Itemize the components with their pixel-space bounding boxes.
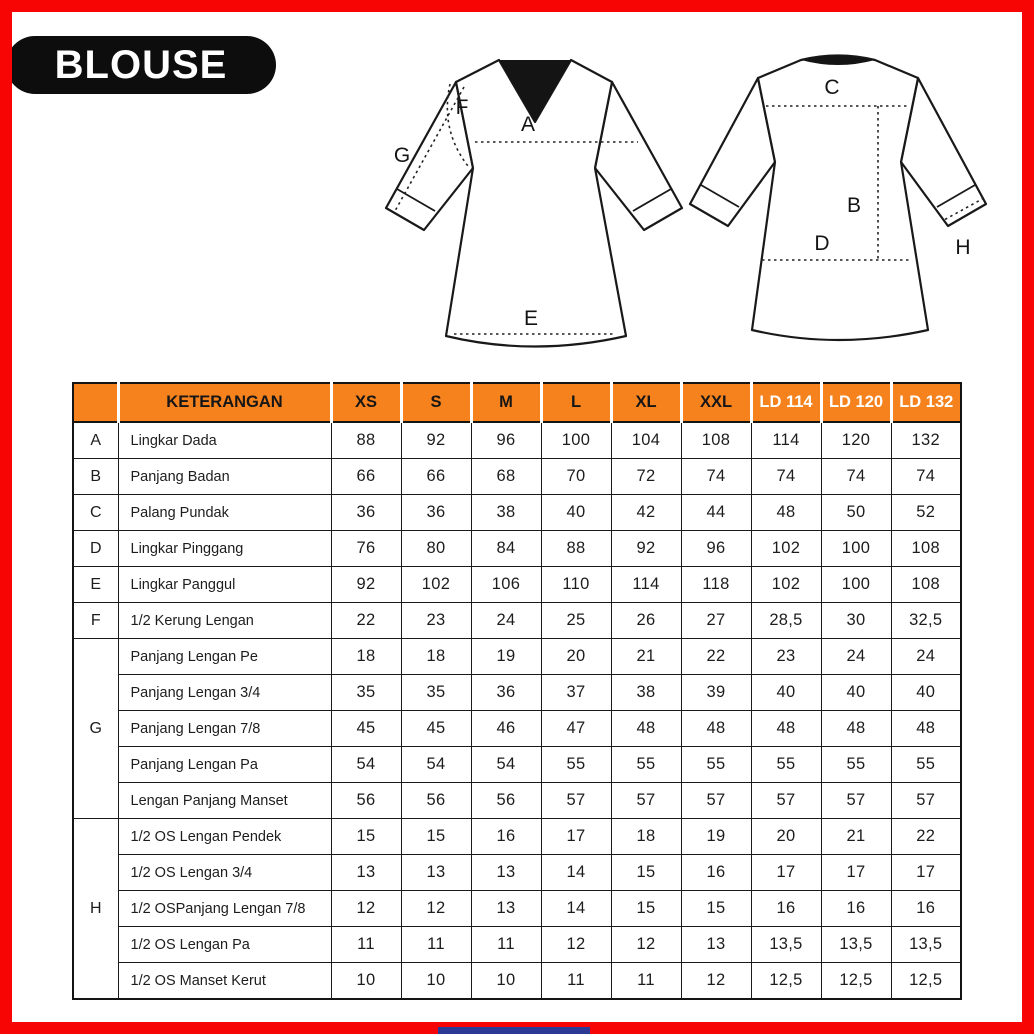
table-row — [73, 675, 961, 711]
row-label: Lingkar Panggul — [118, 567, 331, 603]
value-cell: 88 — [331, 422, 401, 459]
value-cell: 12 — [401, 891, 471, 927]
value-cell: 114 — [611, 567, 681, 603]
value-cell: 74 — [751, 459, 821, 495]
value-cell: 36 — [331, 495, 401, 531]
value-cell: 14 — [541, 855, 611, 891]
value-cell: 48 — [751, 711, 821, 747]
value-cell: 17 — [821, 855, 891, 891]
row-letter: A — [73, 422, 118, 459]
measure-label-f: F — [455, 96, 469, 119]
value-cell: 46 — [471, 711, 541, 747]
value-cell: 12 — [611, 927, 681, 963]
value-cell: 74 — [681, 459, 751, 495]
value-cell: 21 — [611, 639, 681, 675]
ld-col-header: LD 120 — [821, 383, 891, 422]
value-cell: 17 — [751, 855, 821, 891]
value-cell: 15 — [611, 855, 681, 891]
value-cell: 92 — [401, 422, 471, 459]
ld-col-header: LD 132 — [891, 383, 961, 422]
value-cell: 54 — [401, 747, 471, 783]
value-cell: 12,5 — [751, 963, 821, 1000]
value-cell: 104 — [611, 422, 681, 459]
measure-label-a: A — [520, 113, 536, 136]
ld-col-header: LD 114 — [751, 383, 821, 422]
value-cell: 57 — [891, 783, 961, 819]
size-col-header: XL — [611, 383, 681, 422]
value-cell: 26 — [611, 603, 681, 639]
value-cell: 24 — [891, 639, 961, 675]
row-label: Panjang Badan — [118, 459, 331, 495]
value-cell: 45 — [331, 711, 401, 747]
value-cell: 55 — [681, 747, 751, 783]
value-cell: 55 — [891, 747, 961, 783]
value-cell: 40 — [891, 675, 961, 711]
value-cell: 12,5 — [891, 963, 961, 1000]
value-cell: 15 — [681, 891, 751, 927]
value-cell: 12 — [331, 891, 401, 927]
value-cell: 10 — [401, 963, 471, 1000]
value-cell: 22 — [331, 603, 401, 639]
value-cell: 11 — [611, 963, 681, 1000]
row-letter: G — [73, 639, 118, 819]
value-cell: 16 — [471, 819, 541, 855]
value-cell: 48 — [611, 711, 681, 747]
value-cell: 18 — [331, 639, 401, 675]
value-cell: 55 — [541, 747, 611, 783]
size-col-header: S — [401, 383, 471, 422]
title-badge — [6, 36, 276, 94]
value-cell: 54 — [331, 747, 401, 783]
table-row — [73, 963, 961, 1000]
value-cell: 13,5 — [891, 927, 961, 963]
value-cell: 10 — [471, 963, 541, 1000]
row-label: Panjang Lengan 7/8 — [118, 711, 331, 747]
value-cell: 110 — [541, 567, 611, 603]
value-cell: 18 — [611, 819, 681, 855]
size-col-header: M — [471, 383, 541, 422]
value-cell: 96 — [681, 531, 751, 567]
row-letter: F — [73, 603, 118, 639]
value-cell: 80 — [401, 531, 471, 567]
value-cell: 12,5 — [821, 963, 891, 1000]
row-label: Lingkar Dada — [118, 422, 331, 459]
value-cell: 68 — [471, 459, 541, 495]
row-label: Panjang Lengan Pe — [118, 639, 331, 675]
row-letter: B — [73, 459, 118, 495]
value-cell: 23 — [401, 603, 471, 639]
measure-label-g: G — [393, 144, 411, 167]
value-cell: 11 — [471, 927, 541, 963]
measure-label-b: B — [846, 194, 862, 217]
table-row — [73, 531, 961, 567]
value-cell: 57 — [751, 783, 821, 819]
table-row — [73, 927, 961, 963]
value-cell: 20 — [751, 819, 821, 855]
value-cell: 102 — [751, 567, 821, 603]
value-cell: 52 — [891, 495, 961, 531]
value-cell: 13,5 — [821, 927, 891, 963]
value-cell: 57 — [681, 783, 751, 819]
keterangan-header: KETERANGAN — [118, 383, 331, 422]
value-cell: 45 — [401, 711, 471, 747]
row-label: Palang Pundak — [118, 495, 331, 531]
value-cell: 57 — [541, 783, 611, 819]
value-cell: 11 — [541, 963, 611, 1000]
value-cell: 12 — [681, 963, 751, 1000]
back-body — [752, 56, 928, 341]
row-label: 1/2 OS Lengan Pa — [118, 927, 331, 963]
corner-header — [73, 383, 118, 422]
value-cell: 74 — [821, 459, 891, 495]
value-cell: 48 — [751, 495, 821, 531]
value-cell: 88 — [541, 531, 611, 567]
table-row — [73, 891, 961, 927]
value-cell: 106 — [471, 567, 541, 603]
value-cell: 76 — [331, 531, 401, 567]
table-row — [73, 747, 961, 783]
value-cell: 48 — [821, 711, 891, 747]
value-cell: 17 — [891, 855, 961, 891]
measure-label-c: C — [824, 76, 840, 99]
value-cell: 39 — [681, 675, 751, 711]
row-label: 1/2 OSPanjang Lengan 7/8 — [118, 891, 331, 927]
value-cell: 92 — [331, 567, 401, 603]
value-cell: 38 — [611, 675, 681, 711]
value-cell: 42 — [611, 495, 681, 531]
row-label: Lingkar Pinggang — [118, 531, 331, 567]
value-cell: 13 — [471, 891, 541, 927]
row-label: Panjang Lengan 3/4 — [118, 675, 331, 711]
value-cell: 102 — [401, 567, 471, 603]
value-cell: 20 — [541, 639, 611, 675]
value-cell: 15 — [401, 819, 471, 855]
value-cell: 19 — [681, 819, 751, 855]
value-cell: 57 — [821, 783, 891, 819]
value-cell: 27 — [681, 603, 751, 639]
value-cell: 13 — [471, 855, 541, 891]
value-cell: 37 — [541, 675, 611, 711]
row-label: Lengan Panjang Manset — [118, 783, 331, 819]
value-cell: 54 — [471, 747, 541, 783]
value-cell: 100 — [541, 422, 611, 459]
value-cell: 15 — [331, 819, 401, 855]
value-cell: 19 — [471, 639, 541, 675]
value-cell: 56 — [331, 783, 401, 819]
value-cell: 48 — [891, 711, 961, 747]
value-cell: 55 — [821, 747, 891, 783]
table-row — [73, 639, 961, 675]
value-cell: 56 — [401, 783, 471, 819]
row-letter: D — [73, 531, 118, 567]
value-cell: 28,5 — [751, 603, 821, 639]
table-row — [73, 603, 961, 639]
value-cell: 30 — [821, 603, 891, 639]
size-col-header: XXL — [681, 383, 751, 422]
value-cell: 16 — [821, 891, 891, 927]
measure-label-d: D — [814, 232, 830, 255]
value-cell: 13,5 — [751, 927, 821, 963]
value-cell: 40 — [751, 675, 821, 711]
size-col-header: L — [541, 383, 611, 422]
row-label: 1/2 OS Manset Kerut — [118, 963, 331, 1000]
value-cell: 12 — [541, 927, 611, 963]
table-row — [73, 819, 961, 855]
value-cell: 36 — [471, 675, 541, 711]
value-cell: 132 — [891, 422, 961, 459]
page-title: BLOUSE — [54, 42, 228, 87]
value-cell: 22 — [681, 639, 751, 675]
value-cell: 57 — [611, 783, 681, 819]
value-cell: 16 — [751, 891, 821, 927]
value-cell: 108 — [891, 567, 961, 603]
table-row — [73, 495, 961, 531]
value-cell: 118 — [681, 567, 751, 603]
value-cell: 108 — [891, 531, 961, 567]
value-cell: 13 — [331, 855, 401, 891]
value-cell: 11 — [401, 927, 471, 963]
value-cell: 40 — [821, 675, 891, 711]
header-row — [73, 383, 961, 422]
value-cell: 70 — [541, 459, 611, 495]
value-cell: 40 — [541, 495, 611, 531]
value-cell: 38 — [471, 495, 541, 531]
value-cell: 84 — [471, 531, 541, 567]
table-row — [73, 459, 961, 495]
value-cell: 22 — [891, 819, 961, 855]
row-label: 1/2 OS Lengan Pendek — [118, 819, 331, 855]
value-cell: 35 — [401, 675, 471, 711]
value-cell: 66 — [401, 459, 471, 495]
table-row — [73, 567, 961, 603]
value-cell: 100 — [821, 567, 891, 603]
value-cell: 25 — [541, 603, 611, 639]
value-cell: 47 — [541, 711, 611, 747]
value-cell: 16 — [891, 891, 961, 927]
row-label: 1/2 OS Lengan 3/4 — [118, 855, 331, 891]
row-letter: E — [73, 567, 118, 603]
value-cell: 66 — [331, 459, 401, 495]
row-label: 1/2 Kerung Lengan — [118, 603, 331, 639]
value-cell: 100 — [821, 531, 891, 567]
value-cell: 44 — [681, 495, 751, 531]
value-cell: 10 — [331, 963, 401, 1000]
table-row — [73, 422, 961, 459]
table-row — [73, 783, 961, 819]
value-cell: 13 — [401, 855, 471, 891]
value-cell: 18 — [401, 639, 471, 675]
row-letter: H — [73, 819, 118, 1000]
value-cell: 17 — [541, 819, 611, 855]
size-chart-table — [72, 382, 962, 1000]
value-cell: 50 — [821, 495, 891, 531]
row-label: Panjang Lengan Pa — [118, 747, 331, 783]
value-cell: 120 — [821, 422, 891, 459]
value-cell: 102 — [751, 531, 821, 567]
value-cell: 14 — [541, 891, 611, 927]
size-col-header: XS — [331, 383, 401, 422]
value-cell: 74 — [891, 459, 961, 495]
blouse-front-diagram — [378, 50, 690, 362]
value-cell: 96 — [471, 422, 541, 459]
value-cell: 11 — [331, 927, 401, 963]
value-cell: 23 — [751, 639, 821, 675]
blouse-back-diagram — [682, 48, 994, 360]
value-cell: 24 — [471, 603, 541, 639]
value-cell: 15 — [611, 891, 681, 927]
value-cell: 108 — [681, 422, 751, 459]
measure-label-e: E — [523, 307, 539, 330]
value-cell: 24 — [821, 639, 891, 675]
value-cell: 35 — [331, 675, 401, 711]
value-cell: 92 — [611, 531, 681, 567]
bottom-blue-bar — [438, 1027, 590, 1034]
value-cell: 55 — [611, 747, 681, 783]
value-cell: 32,5 — [891, 603, 961, 639]
value-cell: 16 — [681, 855, 751, 891]
value-cell: 56 — [471, 783, 541, 819]
value-cell: 36 — [401, 495, 471, 531]
value-cell: 55 — [751, 747, 821, 783]
table-row — [73, 711, 961, 747]
value-cell: 72 — [611, 459, 681, 495]
value-cell: 21 — [821, 819, 891, 855]
measure-label-h: H — [955, 236, 971, 259]
table-row — [73, 855, 961, 891]
row-letter: C — [73, 495, 118, 531]
value-cell: 13 — [681, 927, 751, 963]
value-cell: 114 — [751, 422, 821, 459]
value-cell: 48 — [681, 711, 751, 747]
